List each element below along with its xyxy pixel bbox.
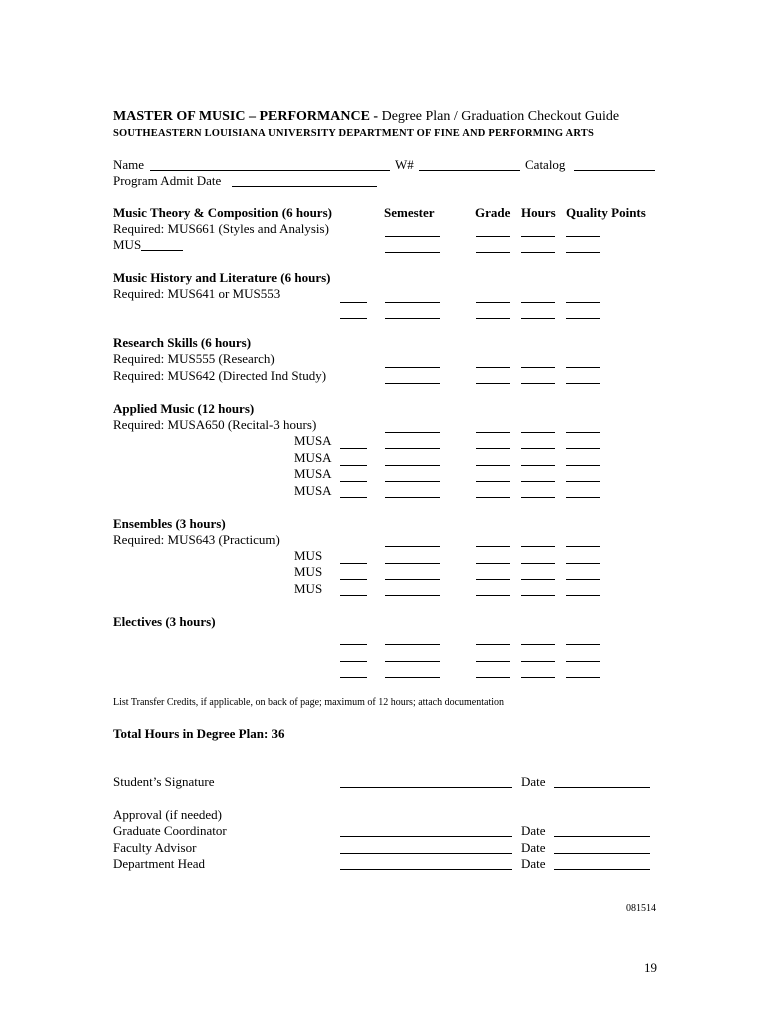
hours-field[interactable]: [521, 497, 555, 498]
applied-musa-label: MUSA: [294, 466, 332, 481]
semester-field[interactable]: [385, 563, 440, 564]
quality-points-field[interactable]: [566, 481, 600, 482]
coordinator-date-field[interactable]: [554, 836, 650, 837]
ensembles-heading: Ensembles (3 hours): [113, 516, 226, 531]
total-hours: Total Hours in Degree Plan: 36: [113, 726, 285, 741]
hours-field[interactable]: [521, 563, 555, 564]
ensembles-required: Required: MUS643 (Practicum): [113, 532, 280, 547]
semester-field[interactable]: [385, 432, 440, 433]
grade-field[interactable]: [476, 579, 510, 580]
grade-field[interactable]: [476, 252, 510, 253]
quality-points-field[interactable]: [566, 563, 600, 564]
quality-points-field[interactable]: [566, 383, 600, 384]
grade-field[interactable]: [476, 563, 510, 564]
quality-points-field[interactable]: [566, 579, 600, 580]
grade-field[interactable]: [476, 481, 510, 482]
course-number-field[interactable]: [340, 579, 367, 580]
course-number-field[interactable]: [340, 563, 367, 564]
quality-points-field[interactable]: [566, 644, 600, 645]
applied-musa-label: MUSA: [294, 483, 332, 498]
admit-date-label: Program Admit Date: [113, 173, 222, 188]
semester-field[interactable]: [385, 481, 440, 482]
semester-column-header: Semester: [384, 205, 435, 220]
quality-points-field[interactable]: [566, 465, 600, 466]
hours-field[interactable]: [521, 318, 555, 319]
history-required: Required: MUS641 or MUS553: [113, 286, 281, 301]
course-number-field[interactable]: [340, 448, 367, 449]
quality-points-field[interactable]: [566, 432, 600, 433]
semester-field[interactable]: [385, 644, 440, 645]
grade-field[interactable]: [476, 546, 510, 547]
semester-field[interactable]: [385, 546, 440, 547]
hours-field[interactable]: [521, 448, 555, 449]
semester-field[interactable]: [385, 318, 440, 319]
quality-points-field[interactable]: [566, 677, 600, 678]
hours-field[interactable]: [521, 367, 555, 368]
semester-field[interactable]: [385, 302, 440, 303]
quality-points-field[interactable]: [566, 236, 600, 237]
hours-field[interactable]: [521, 481, 555, 482]
approval-label: Approval (if needed): [113, 807, 223, 822]
quality-points-field[interactable]: [566, 448, 600, 449]
grade-field[interactable]: [476, 465, 510, 466]
form-code: 081514: [626, 903, 656, 914]
course-number-field[interactable]: [340, 481, 367, 482]
grade-column-header: Grade: [475, 205, 511, 220]
catalog-field[interactable]: [574, 170, 655, 171]
grade-field[interactable]: [476, 236, 510, 237]
applied-musa-label: MUSA: [294, 450, 332, 465]
hours-field[interactable]: [521, 383, 555, 384]
quality-points-field[interactable]: [566, 252, 600, 253]
semester-field[interactable]: [385, 661, 440, 662]
quality-points-field[interactable]: [566, 661, 600, 662]
research-required-2: Required: MUS642 (Directed Ind Study): [113, 368, 327, 383]
grade-field[interactable]: [476, 432, 510, 433]
graduate-coordinator-label: Graduate Coordinator: [113, 823, 227, 838]
hours-field[interactable]: [521, 546, 555, 547]
page-number: 19: [644, 960, 657, 975]
grade-field[interactable]: [476, 367, 510, 368]
semester-field[interactable]: [385, 579, 440, 580]
hours-column-header: Hours: [521, 205, 556, 220]
hours-field[interactable]: [521, 595, 555, 596]
semester-field[interactable]: [385, 465, 440, 466]
grade-field[interactable]: [476, 644, 510, 645]
semester-field[interactable]: [385, 497, 440, 498]
hours-field[interactable]: [521, 644, 555, 645]
theory-required: Required: MUS661 (Styles and Analysis): [113, 221, 329, 236]
hours-field[interactable]: [521, 465, 555, 466]
semester-field[interactable]: [385, 677, 440, 678]
advisor-date-field[interactable]: [554, 853, 650, 854]
research-heading: Research Skills (6 hours): [113, 335, 252, 350]
quality-points-field[interactable]: [566, 546, 600, 547]
grade-field[interactable]: [476, 497, 510, 498]
applied-heading: Applied Music (12 hours): [113, 401, 255, 416]
hours-field[interactable]: [521, 677, 555, 678]
quality-points-field[interactable]: [566, 318, 600, 319]
hours-field[interactable]: [521, 661, 555, 662]
course-number-field[interactable]: [340, 595, 367, 596]
grade-field[interactable]: [476, 677, 510, 678]
course-number-field[interactable]: [340, 497, 367, 498]
date-label: Date: [521, 856, 546, 871]
quality-points-field[interactable]: [566, 595, 600, 596]
department-head-label: Department Head: [113, 856, 206, 871]
head-date-field[interactable]: [554, 869, 650, 870]
course-number-field[interactable]: [340, 302, 367, 303]
transfer-credits-note: List Transfer Credits, if applicable, on back of page; maximum of 12 hours; attach documentation: [113, 697, 505, 708]
grade-field[interactable]: [476, 302, 510, 303]
title-bold: MASTER OF MUSIC – PERFORMANCE -: [113, 109, 379, 124]
semester-field[interactable]: [385, 595, 440, 596]
document-subtitle: SOUTHEASTERN LOUISIANA UNIVERSITY DEPARTMENT OF FINE AND PERFORMING ARTS: [113, 128, 594, 139]
theory-course-field[interactable]: [141, 250, 183, 251]
history-heading: Music History and Literature (6 hours): [113, 270, 331, 285]
catalog-label: Catalog: [525, 157, 566, 172]
hours-field[interactable]: [521, 252, 555, 253]
ensembles-mus-label: MUS: [294, 564, 323, 579]
theory-mus-label: MUS: [113, 237, 142, 252]
course-number-field[interactable]: [340, 318, 367, 319]
quality-points-field[interactable]: [566, 497, 600, 498]
applied-musa-label: MUSA: [294, 433, 332, 448]
course-number-field[interactable]: [340, 465, 367, 466]
coordinator-signature-field[interactable]: [340, 836, 512, 837]
date-label: Date: [521, 823, 546, 838]
title-rest: Degree Plan / Graduation Checkout Guide: [378, 109, 620, 124]
grade-field[interactable]: [476, 595, 510, 596]
ensembles-mus-label: MUS: [294, 581, 323, 596]
grade-field[interactable]: [476, 318, 510, 319]
applied-required: Required: MUSA650 (Recital-3 hours): [113, 417, 317, 432]
student-date-field[interactable]: [554, 787, 650, 788]
hours-field[interactable]: [521, 236, 555, 237]
quality-points-column-header: Quality Points: [566, 205, 646, 220]
student-signature-label: Student’s Signature: [113, 774, 215, 789]
course-number-field[interactable]: [340, 677, 367, 678]
grade-field[interactable]: [476, 661, 510, 662]
advisor-signature-field[interactable]: [340, 853, 512, 854]
w-number-field[interactable]: [419, 170, 520, 171]
student-signature-field[interactable]: [340, 787, 512, 788]
date-label: Date: [521, 774, 546, 789]
name-field[interactable]: [150, 170, 390, 171]
hours-field[interactable]: [521, 302, 555, 303]
theory-heading: Music Theory & Composition (6 hours): [113, 205, 332, 220]
ensembles-mus-label: MUS: [294, 548, 323, 563]
quality-points-field[interactable]: [566, 367, 600, 368]
semester-field[interactable]: [385, 367, 440, 368]
hours-field[interactable]: [521, 432, 555, 433]
research-required-1: Required: MUS555 (Research): [113, 351, 275, 366]
admit-date-field[interactable]: [232, 186, 377, 187]
document-title: [113, 109, 619, 125]
grade-field[interactable]: [476, 383, 510, 384]
quality-points-field[interactable]: [566, 302, 600, 303]
w-number-label: W#: [395, 157, 414, 172]
hours-field[interactable]: [521, 579, 555, 580]
faculty-advisor-label: Faculty Advisor: [113, 840, 197, 855]
semester-field[interactable]: [385, 252, 440, 253]
semester-field[interactable]: [385, 448, 440, 449]
grade-field[interactable]: [476, 448, 510, 449]
course-number-field[interactable]: [340, 644, 367, 645]
head-signature-field[interactable]: [340, 869, 512, 870]
name-label: Name: [113, 157, 145, 172]
semester-field[interactable]: [385, 236, 440, 237]
date-label: Date: [521, 840, 546, 855]
semester-field[interactable]: [385, 383, 440, 384]
electives-heading: Electives (3 hours): [113, 614, 216, 629]
course-number-field[interactable]: [340, 661, 367, 662]
